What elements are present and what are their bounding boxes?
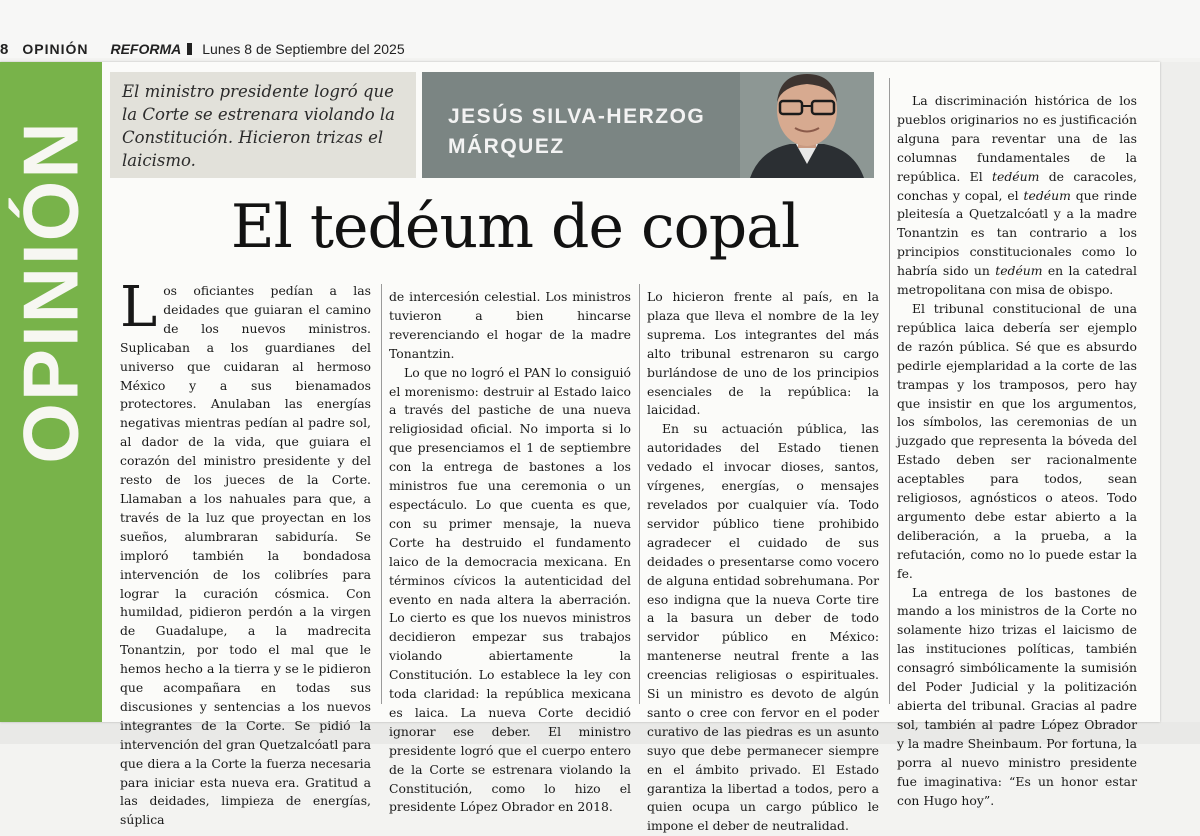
author-name: [448, 102, 748, 162]
article-column-1: [120, 275, 371, 830]
page-number: 8: [0, 40, 9, 58]
article-paragraph: La discriminación histórica de los pueblos originarios no es justificación alguna para reventar una de las columnas fundamentales de la república. El tedéum de caracoles, conchas y copal, el tedéum que rinde pleitesía a Quetzalcóatl y a la madre Tonantzin es tan contrario a los principios constitucionales como lo habría sido un tedéum en la catedral metropolitana con misa de obispo.: [897, 93, 1138, 298]
column-rule: [889, 78, 890, 704]
page-header-bar: [0, 0, 1200, 58]
article-paragraph: La entrega de los bastones de mando a los ministros de la Corte no solamente hizo trizas el laicismo de las instituciones políticas, también consagró simbólicamente la sumisión del Poder Judicial y la politización abierta del tribunal. Gracias al padre sol, también al padre López Obrador y la madre Sheinbaum. Por fortuna, la porra al nuevo ministro presidente fue imaginativa: “Es un honor estar con Hugo hoy”.: [897, 584, 1137, 808]
article-paragraph: Lo hicieron frente al país, en la plaza que lleva el nombre de la ley suprema. Los integrantes del más alto tribunal estrenaron su cargo burlándose de uno de los principios esenciales de la república: la laicidad.: [647, 289, 879, 418]
article-column-4: [897, 92, 1137, 810]
article-paragraph: de intercesión celestial. Los ministros tuvieron a bien hincarse reverenciando el hogar de la madre Tonantzin.: [389, 289, 631, 361]
newspaper-name: REFORMA: [110, 41, 182, 57]
scan-margin-right: [1160, 62, 1200, 722]
newspaper-page: [0, 62, 1160, 834]
article-paragraph: En su actuación pública, las autoridades del Estado tienen vedado el invocar dioses, santos, vírgenes, energías, o mensajes revelados por cualquier vía. Todo servidor público tiene prohibido agradecer el cuidado de sus deidades o presentarse como vocero de alguna entidad sobrehumana. Por eso indigna que la nueva Corte tire a la basura un deber de todo servidor público en México: mantenerse neutral frente a las creencias religiosas o espirituales. Si un ministro es devoto de algún santo o cree con fervor en el poder curativo de las piedras es un asunto suyo que debe permanecer siempre en el ámbito privado. El Estado garantiza la libertad a todos, pero a quien ocupa un cargo público le impone el deber de neutralidad.: [647, 421, 879, 834]
article-column-3: [647, 288, 879, 836]
section-name: OPINIÓN: [22, 41, 89, 57]
article-paragraph: Lo que no logró el PAN lo consiguió el morenismo: destruir al Estado laico a través del pastiche de una nueva religiosidad oficial. No importa si lo que presenciamos el 1 de septiembre con la entrega de bastones a los ministros fue una ceremonia o un espectáculo. Lo que cuenta es que, con su primer mensaje, la nueva Corte ha destruido el fundamento laico de la democracia mexicana. En términos cívicos la autenticidad del evento en nada altera la aberración. Lo cierto es que los nuevos ministros decidieron empezar sus trabajos violando abiertamente la Constitución. Lo establece la ley con toda claridad: la república mexicana es laica. La nueva Corte decidió ignorar ese deber. El ministro presidente logró que el cuerpo entero de la Corte se estrenara violando la Constitución, como lo hizo el presidente López Obrador en 2018.: [389, 364, 631, 815]
author-name-line-2: MÁRQUEZ: [448, 135, 565, 158]
header-separator: [187, 43, 192, 55]
section-sidebar-label: OPINIÓN: [6, 120, 95, 464]
author-photo: [740, 72, 874, 178]
article-paragraph: El tribunal constitucional de una república laica debería ser ejemplo de razón pública. Sé que es absurdo pedirle ejemplaridad a la corte de las trampas y los tramposos, pero hay que insistir en que los argumentos, los símbolos, las ceremonias de un juzgado que representa la bóveda del Estado deben ser racionalmente aceptables para todos, sean religiosos, agnósticos o ateos. Todo argumento debe estar abierto a la deliberación, a la prueba, a la refutación, como no lo puede estar la fe.: [897, 300, 1137, 581]
author-portrait-icon: [740, 72, 874, 178]
article-paragraph: Los oficiantes pedían a las deidades que guiaran el camino de los nuevos ministros. Suplicaban a los guardianes del universo que cuidaran al hermoso México y a sus bienamados protectores. Anulaban las energías negativas mientras pedían al padre sol, al dador de la vida, que guiara el corazón del ministro presidente y del resto de los jueces de la Corte. Llamaban a los nahuales para que, a través de la luz que proyectan en los sueños, alumbraran sabiduría. Se imploró también la bondadosa intervención de los colibríes para lograr la curación cósmica. Con humildad, pidieron perdón a la virgen de Guadalupe, a la madrecita Tonantzin, por todo el mal que le hemos hecho a la tierra y se le pidieron que acompañara en todas sus discusiones y sentencias a los nuevos integrantes de la Corte. Se pidió la intervención del gran Quetzalcóatl para que diera a la Corte la fuerza necesaria para iniciar esta nueva era. Gratitud a las deidades, limpieza de energías, súplica: [120, 275, 371, 828]
column-rule: [381, 284, 382, 704]
article-column-2: [389, 288, 631, 817]
column-rule: [639, 284, 640, 704]
author-name-line-1: JESÚS SILVA-HERZOG: [448, 105, 706, 128]
author-banner: [422, 72, 874, 178]
running-header: [0, 41, 405, 57]
pull-quote: El ministro presidente logró que la Corte se estrenara violando la Constitución. Hicieron trizas el laicismo.: [122, 82, 395, 170]
section-sidebar: [0, 62, 102, 722]
pull-quote-box: [110, 72, 416, 178]
issue-date: Lunes 8 de Septiembre del 2025: [202, 41, 405, 57]
drop-cap: L: [120, 275, 158, 340]
article-headline: El tedéum de copal: [230, 192, 800, 262]
